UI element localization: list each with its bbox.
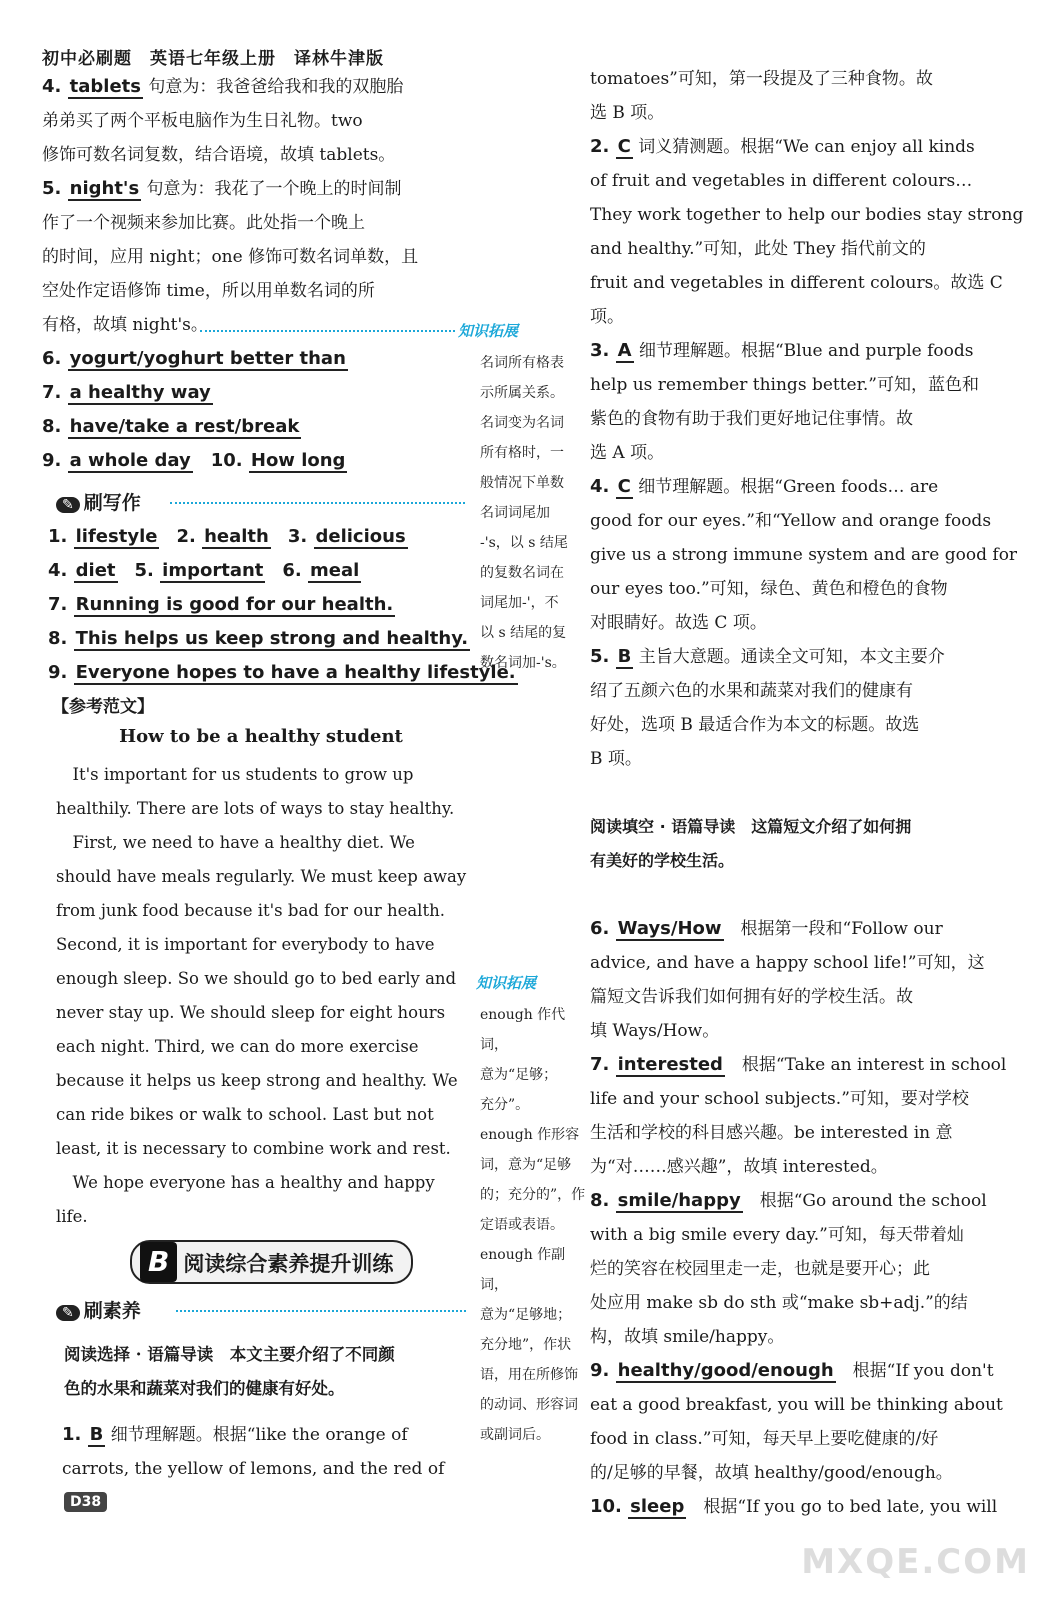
- write-section-heading: ✎ 刷写作: [56, 488, 141, 515]
- answer: Everyone hopes to have a healthy lifestyle.: [75, 662, 516, 683]
- explanation-text: advice, and have a happy school life!”可知，这: [590, 953, 985, 973]
- essay-title: How to be a healthy student: [119, 726, 403, 747]
- answer: B: [89, 1424, 104, 1445]
- answer: yogurt/yoghurt better than: [69, 348, 346, 369]
- explanation-text: 主旨大意题。通读全文可知，本文主要介: [633, 647, 945, 667]
- explanation-text: 根据“If you go to bed late, you will: [686, 1497, 998, 1517]
- answer-line: [590, 1354, 1010, 1388]
- write-line: [48, 520, 478, 554]
- explanation-text: 的/足够的早餐，故填 healthy/good/enough。: [590, 1463, 953, 1483]
- explanation-text: B 项。: [590, 749, 642, 769]
- answer-line: [590, 1048, 1010, 1082]
- explanation-text: They work together to help our bodies stay strong: [590, 205, 1024, 225]
- explanation-text: 弟弟买了两个平板电脑作为生日礼物。two: [42, 111, 363, 131]
- page-number: D38: [64, 1492, 107, 1512]
- explanation-text: 项。: [590, 307, 624, 327]
- answer: health: [204, 526, 269, 547]
- answer: A: [617, 340, 632, 361]
- explanation-text: 修饰可数名词复数，结合语境，故填 tablets。: [42, 145, 396, 165]
- explanation-text: 句意为：我花了一个晚上的时间制: [141, 179, 402, 199]
- item-number: 3.: [287, 526, 314, 547]
- answer-line: [590, 232, 1010, 266]
- essay-line: least, it is necessary to combine work and rest.: [56, 1139, 451, 1158]
- answer-line: [590, 96, 1010, 130]
- explanation-text: 细节理解题。根据“Green foods… are: [632, 477, 939, 497]
- pen-icon: ✎: [56, 1305, 80, 1321]
- watermark: MXQE.COM: [801, 1542, 1030, 1582]
- explanation-text: help us remember things better.”可知，蓝色和: [590, 375, 979, 395]
- answer-line: [590, 470, 1010, 504]
- answer-line: [590, 844, 1010, 878]
- answer-line: [590, 266, 1010, 300]
- explanation-text: 根据“If you don't: [835, 1361, 994, 1381]
- answer-line: [590, 334, 1010, 368]
- answer-line: [590, 1456, 1010, 1490]
- note-line: 的动词、形容词: [480, 1397, 578, 1413]
- explanation-text: 选 A 项。: [590, 443, 665, 463]
- reading-intro: [64, 1338, 474, 1406]
- essay-line: enough sleep. So we should go to bed early and: [56, 969, 457, 988]
- answer: a healthy way: [69, 382, 211, 403]
- note-line: -'s，以 s 结尾: [480, 535, 568, 551]
- essay-line: It's important for us students to grow up: [56, 765, 414, 784]
- answer-line: [590, 1422, 1010, 1456]
- answer-line: [590, 436, 1010, 470]
- answer-line: [590, 1014, 1010, 1048]
- item-number: 5.: [590, 646, 616, 667]
- note-line: 词尾加-'，不: [480, 595, 559, 611]
- note-line: 语，用在所修饰: [480, 1367, 578, 1383]
- answer-line: [590, 198, 1024, 232]
- item-number: 6.: [282, 560, 309, 581]
- left-column-tail: [62, 1418, 477, 1486]
- item-number: 6.: [590, 918, 616, 939]
- answer: Ways/How: [617, 918, 722, 939]
- explanation-text: our eyes too.”可知，绿色、黄色和橙色的食物: [590, 579, 948, 599]
- explanation-text: 的时间，应用 night；one 修饰可数名词单数，且: [42, 247, 419, 267]
- page-header: 初中必刷题 英语七年级上册 译林牛津版: [42, 49, 384, 69]
- answer-line: [42, 138, 472, 172]
- answer: This helps us keep strong and healthy.: [75, 628, 469, 649]
- answer-line: [42, 206, 472, 240]
- answer-line: [42, 274, 472, 308]
- answer: night's: [69, 178, 140, 199]
- write-line: [48, 588, 478, 622]
- answer-line: [590, 1490, 1010, 1524]
- answer-line: [42, 410, 472, 444]
- right-column-answers: [590, 62, 1024, 1524]
- explanation-text: 处应用 make sb do sth 或“make sb+adj.”的结: [590, 1293, 968, 1313]
- explanation-text: give us a strong immune system and are good for: [590, 545, 1018, 565]
- note-line: 定语或表语。: [480, 1217, 564, 1233]
- write-line: [48, 622, 478, 656]
- explanation-text: 作了一个视频来参加比赛。此处指一个晚上: [42, 213, 365, 233]
- answer: diet: [75, 560, 116, 581]
- note-line: 词，意为“足够: [480, 1157, 572, 1173]
- explanation-text: food in class.”可知，每天早上要吃健康的/好: [590, 1429, 939, 1449]
- explanation-text: 篇短文告诉我们如何拥有好的学校生活。故: [590, 987, 913, 1007]
- essay-line: life.: [56, 1207, 88, 1226]
- answer-line: [590, 946, 1010, 980]
- answer-line: [42, 240, 472, 274]
- answer: important: [162, 560, 264, 581]
- answer-line: [42, 444, 472, 478]
- intro-line: 色的水果和蔬菜对我们的健康有好处。: [64, 1379, 345, 1398]
- note-line: 意为“足够地；: [480, 1307, 572, 1323]
- essay-line: Second, it is important for everybody to have: [56, 935, 435, 954]
- note-line: 数名词加-'s。: [480, 655, 566, 671]
- answer-line: [42, 172, 472, 206]
- explanation-text: and healthy.”可知，此处 They 指代前文的: [590, 239, 926, 259]
- essay-line: because it helps us keep strong and healthy. We: [56, 1071, 458, 1090]
- item-number: 9.: [48, 662, 74, 683]
- explanation-text: 为“对……感兴趣”，故填 interested。: [590, 1157, 888, 1177]
- answer-line: [590, 742, 1010, 776]
- note-line: 的复数名词在: [480, 565, 564, 581]
- answer-line: [590, 980, 1010, 1014]
- note-line: 名词所有格表: [480, 355, 564, 371]
- literacy-section-heading: ✎ 刷素养: [56, 1296, 141, 1323]
- answer-line: [590, 912, 1010, 946]
- essay-line: from junk food because it's bad for our health.: [56, 901, 445, 920]
- essay-line: We hope everyone has a healthy and happy: [56, 1173, 435, 1192]
- essay-line: should have meals regularly. We must keep away: [56, 867, 467, 886]
- answer: sleep: [630, 1496, 685, 1517]
- explanation-text: life and your school subjects.”可知，要对学校: [590, 1089, 969, 1109]
- explanation-text: 细节理解题。根据“Blue and purple foods: [633, 341, 974, 361]
- explanation-text: 空处作定语修饰 time，所以用单数名词的所: [42, 281, 375, 301]
- explanation-text: 句意为：我爸爸给我和我的双胞胎: [142, 77, 404, 97]
- explanation-text: fruit and vegetables in different colours。故选 C: [590, 273, 1003, 293]
- answer-line: [590, 504, 1010, 538]
- answer: B: [617, 646, 632, 667]
- section-banner: B 阅读综合素养提升训练: [130, 1240, 413, 1284]
- answer-line: [590, 572, 1010, 606]
- answer-line: [42, 376, 472, 410]
- answer-line: [590, 1150, 1010, 1184]
- item-number: 1.: [62, 1424, 88, 1445]
- answer-line: [590, 402, 1010, 436]
- note-line: 以 s 结尾的复: [480, 625, 567, 641]
- item-number: 1.: [48, 526, 74, 547]
- answer-line: [590, 878, 1010, 912]
- write-line: [48, 656, 516, 690]
- write-answers: [48, 520, 516, 690]
- answer-line: [590, 1252, 1010, 1286]
- item-number: 4.: [48, 560, 74, 581]
- item-number: 4.: [590, 476, 616, 497]
- explanation-text: eat a good breakfast, you will be thinking about: [590, 1395, 1003, 1415]
- answer: interested: [617, 1054, 723, 1075]
- note-line: enough 作代词，: [480, 1007, 566, 1053]
- explanation-text: 对眼睛好。故选 C 项。: [590, 613, 767, 633]
- answer-line: [62, 1452, 477, 1486]
- item-number: 7.: [42, 382, 68, 403]
- item-number: 7.: [48, 594, 74, 615]
- note-line: 充分地”，作状: [480, 1337, 572, 1353]
- answer-line: [42, 104, 472, 138]
- explanation-text: good for our eyes.”和“Yellow and orange foods: [590, 511, 992, 531]
- explanation-text: 紫色的食物有助于我们更好地记住事情。故: [590, 409, 913, 429]
- answer: have/take a rest/break: [69, 416, 300, 437]
- pen-icon: ✎: [56, 497, 80, 513]
- essay-label: 【参考范文】: [52, 697, 154, 717]
- literacy-section-divider: [176, 1310, 466, 1312]
- explanation-text: 有格，故填 night's。: [42, 315, 208, 335]
- explanation-text: 根据第一段和“Follow our: [723, 919, 943, 939]
- item-number: 9.: [590, 1360, 616, 1381]
- answer-line: [62, 1418, 477, 1452]
- item-number: 5.: [42, 178, 68, 199]
- essay-line: can ride bikes or walk to school. Last but not: [56, 1105, 434, 1124]
- explanation-text: 根据“Go around the school: [742, 1191, 987, 1211]
- answer-line: [590, 1218, 1010, 1252]
- item-number: 6.: [42, 348, 68, 369]
- explanation-text: 构，故填 smile/happy。: [590, 1327, 785, 1347]
- explanation-text: carrots, the yellow of lemons, and the red of: [62, 1459, 445, 1479]
- answer: C: [617, 136, 631, 157]
- note-line: 示所属关系。: [480, 385, 564, 401]
- explanation-text: 细节理解题。根据“like the orange of: [105, 1425, 408, 1445]
- answer-line: [42, 70, 472, 104]
- answer-line: [590, 1184, 1010, 1218]
- note-line: enough 作形容: [480, 1127, 580, 1143]
- answer: How long: [250, 450, 346, 471]
- note-line: 意为“足够；: [480, 1067, 558, 1083]
- answer-line: [590, 640, 1010, 674]
- answer-line: [590, 130, 1010, 164]
- note-line: enough 作副词，: [480, 1247, 566, 1293]
- intro-line: 阅读选择 · 语篇导读 本文主要介绍了不同颜: [64, 1345, 395, 1364]
- answer-line: [590, 708, 1010, 742]
- explanation-text: 好处，选项 B 最适合作为本文的标题。故选: [590, 715, 920, 735]
- item-number: 8.: [42, 416, 68, 437]
- answer: Running is good for our health.: [75, 594, 394, 615]
- item-number: 8.: [48, 628, 74, 649]
- answer: a whole day: [69, 450, 191, 471]
- explanation-text: of fruit and vegetables in different colours…: [590, 171, 973, 191]
- answer-line: [590, 810, 1010, 844]
- explanation-text: 根据“Take an interest in school: [724, 1055, 1007, 1075]
- note-line: 的；充分的”，作: [480, 1187, 586, 1203]
- explanation-text: with a big smile every day.”可知，每天带着灿: [590, 1225, 964, 1245]
- essay-line: each night. Third, we can do more exercise: [56, 1037, 419, 1056]
- answer: tablets: [69, 76, 141, 97]
- explanation-text: 词义猜测题。根据“We can enjoy all kinds: [632, 137, 975, 157]
- answer: smile/happy: [617, 1190, 741, 1211]
- answer-line: [590, 606, 1010, 640]
- essay-line: never stay up. We should sleep for eight hours: [56, 1003, 446, 1022]
- note-line: 名词词尾加: [480, 505, 550, 521]
- answer: delicious: [315, 526, 406, 547]
- answer: meal: [310, 560, 360, 581]
- answer-line: [590, 62, 1010, 96]
- item-number: 9.: [42, 450, 68, 471]
- item-number: 2.: [590, 136, 616, 157]
- item-number: 4.: [42, 76, 68, 97]
- explanation-text: 绍了五颜六色的水果和蔬菜对我们的健康有: [590, 681, 913, 701]
- answer-line: [590, 368, 1010, 402]
- explanation-text: 有美好的学校生活。: [590, 851, 735, 870]
- answer-line: [42, 342, 472, 376]
- essay-line: First, we need to have a healthy diet. We: [56, 833, 415, 852]
- write-section-divider: [170, 502, 465, 504]
- essay-line: healthily. There are lots of ways to stay healthy.: [56, 799, 455, 818]
- note-line: 名词变为名词: [480, 415, 564, 431]
- answer: lifestyle: [75, 526, 158, 547]
- answer-line: [590, 300, 1010, 334]
- essay-body: [56, 758, 476, 1234]
- explanation-text: tomatoes”可知，第一段提及了三种食物。故: [590, 69, 933, 89]
- knowledge-note-1: [480, 348, 592, 678]
- knowledge-tag-2: 知识拓展: [476, 974, 537, 992]
- knowledge-tag-1-line: [200, 330, 455, 332]
- knowledge-tag-1: 知识拓展: [458, 322, 519, 340]
- answer-line: [590, 1082, 1010, 1116]
- item-number: 3.: [590, 340, 616, 361]
- item-number: 10.: [192, 450, 249, 471]
- item-number: 7.: [590, 1054, 616, 1075]
- note-line: 充分”。: [480, 1097, 530, 1113]
- answer-line: [590, 674, 1010, 708]
- explanation-text: 生活和学校的科目感兴趣。be interested in 意: [590, 1123, 953, 1143]
- write-line: [48, 554, 478, 588]
- answer-line: [590, 1388, 1010, 1422]
- answer-line: [590, 1286, 1010, 1320]
- answer-line: [590, 164, 1010, 198]
- explanation-text: 烂的笑容在校园里走一走，也就是要开心；此: [590, 1259, 930, 1279]
- explanation-text: 填 Ways/How。: [590, 1021, 720, 1041]
- left-column-answers: [42, 70, 472, 478]
- answer: C: [617, 476, 631, 497]
- answer-line: [590, 1320, 1010, 1354]
- item-number: 10.: [590, 1496, 629, 1517]
- note-line: 般情况下单数: [480, 475, 564, 491]
- item-number: 2.: [176, 526, 203, 547]
- knowledge-note-2: [480, 1000, 592, 1450]
- item-number: 5.: [134, 560, 161, 581]
- note-line: 所有格时，一: [480, 445, 564, 461]
- answer-line: [590, 1116, 1010, 1150]
- note-line: 或副词后。: [480, 1427, 550, 1443]
- answer: healthy/good/enough: [617, 1360, 834, 1381]
- explanation-text: 阅读填空 · 语篇导读 这篇短文介绍了如何拥: [590, 817, 912, 836]
- answer-line: [590, 776, 1010, 810]
- explanation-text: 选 B 项。: [590, 103, 665, 123]
- item-number: 8.: [590, 1190, 616, 1211]
- answer-line: [590, 538, 1018, 572]
- answer-line: [42, 308, 472, 342]
